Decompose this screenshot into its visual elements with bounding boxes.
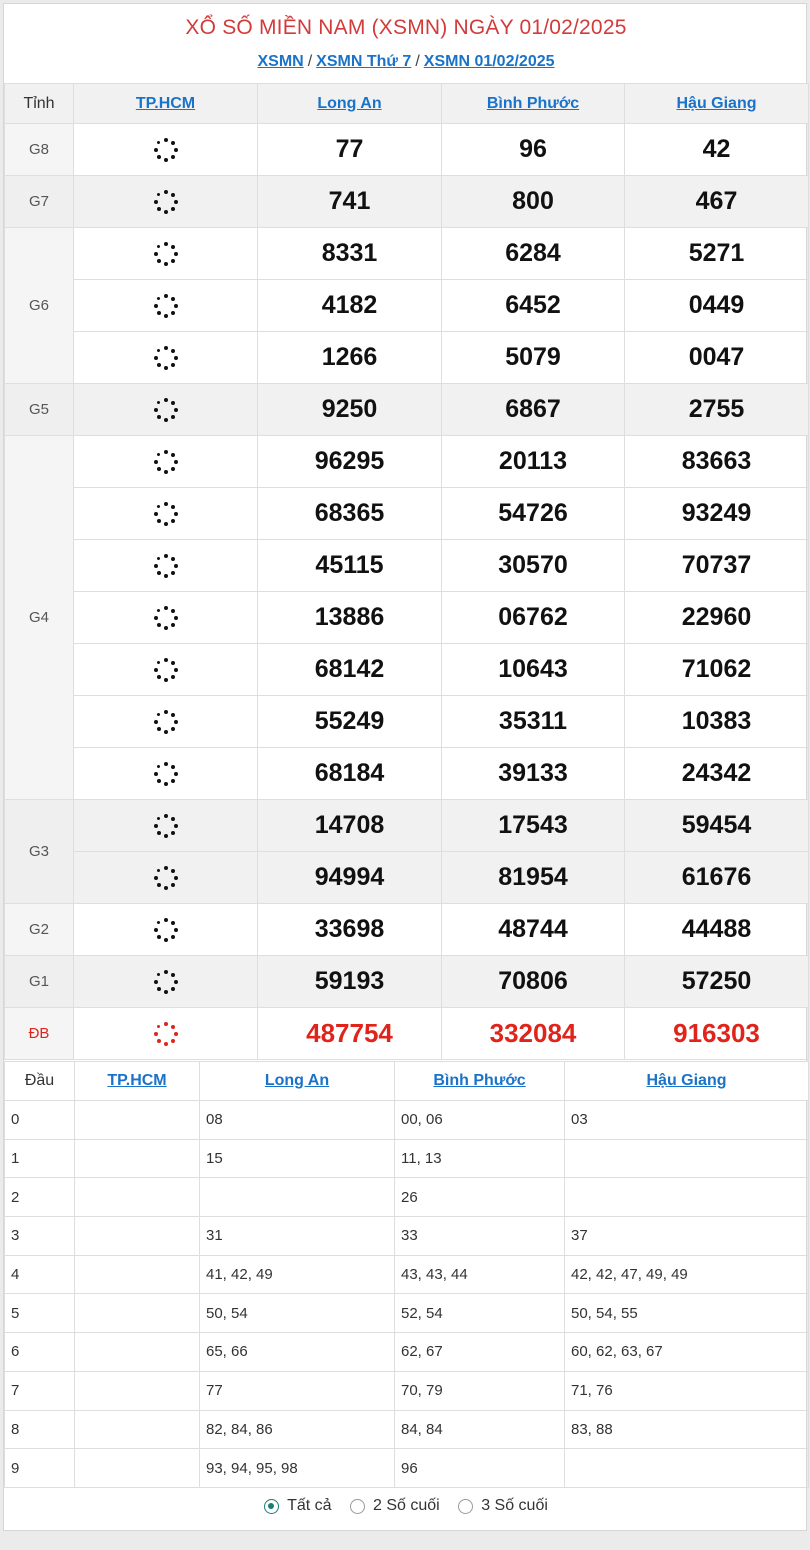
- loading-spinner-icon: [154, 398, 178, 422]
- prize-row: [5, 488, 809, 540]
- dau-cell: [565, 1139, 809, 1178]
- prize-number: 68365: [258, 488, 442, 540]
- loading-spinner-icon: [154, 190, 178, 214]
- dau-digit: 5: [5, 1294, 75, 1333]
- prize-number: 81954: [442, 852, 625, 904]
- dau-link-binhphuoc[interactable]: Bình Phước: [433, 1072, 526, 1089]
- prize-number: 70737: [625, 540, 809, 592]
- dau-cell: [200, 1178, 395, 1217]
- prize-row: [5, 1008, 809, 1060]
- prize-number: 42: [625, 124, 809, 176]
- prize-number: 741: [258, 176, 442, 228]
- prize-number: 9250: [258, 384, 442, 436]
- prize-number: 6452: [442, 280, 625, 332]
- pending-cell: [74, 176, 258, 228]
- prize-number: 5079: [442, 332, 625, 384]
- prize-number: 06762: [442, 592, 625, 644]
- prize-row: [5, 176, 809, 228]
- loading-spinner-icon: [154, 242, 178, 266]
- prize-row: [5, 228, 809, 280]
- special-prize-number: 916303: [625, 1008, 809, 1060]
- prize-number: 59454: [625, 800, 809, 852]
- prize-number: 14708: [258, 800, 442, 852]
- prize-label: G6: [5, 228, 74, 384]
- dau-cell: [75, 1449, 200, 1488]
- prize-number: 0449: [625, 280, 809, 332]
- dau-digit: 1: [5, 1139, 75, 1178]
- loading-spinner-icon: [154, 554, 178, 578]
- breadcrumb-separator: /: [415, 53, 420, 70]
- prize-number: 10383: [625, 696, 809, 748]
- prize-number: 1266: [258, 332, 442, 384]
- prize-number: 2755: [625, 384, 809, 436]
- filter-label: 2 Số cuối: [373, 1497, 440, 1514]
- prize-row: [5, 436, 809, 488]
- prize-number: 70806: [442, 956, 625, 1008]
- dau-cell: 62, 67: [395, 1333, 565, 1372]
- province-link-tphcm[interactable]: TP.HCM: [135, 94, 196, 112]
- province-col-binhphuoc: [442, 84, 625, 124]
- dau-cell: 00, 06: [395, 1101, 565, 1140]
- prize-row: [5, 280, 809, 332]
- results-header-row: [5, 84, 809, 124]
- prize-number: 83663: [625, 436, 809, 488]
- dau-cell: 33: [395, 1217, 565, 1256]
- pending-cell: [74, 1008, 258, 1060]
- pending-cell: [74, 644, 258, 696]
- dau-cell: 71, 76: [565, 1371, 809, 1410]
- dau-cell: 42, 42, 47, 49, 49: [565, 1255, 809, 1294]
- dau-header-row: [5, 1062, 809, 1101]
- prize-number: 467: [625, 176, 809, 228]
- prize-row: [5, 540, 809, 592]
- prize-row: [5, 592, 809, 644]
- dau-col-binhphuoc: [395, 1062, 565, 1101]
- filter-label: 3 Số cuối: [481, 1497, 548, 1514]
- pending-cell: [74, 436, 258, 488]
- dau-row: [5, 1410, 809, 1449]
- prize-number: 77: [258, 124, 442, 176]
- dau-cell: 65, 66: [200, 1333, 395, 1372]
- prize-number: 96: [442, 124, 625, 176]
- prize-label: G7: [5, 176, 74, 228]
- dau-cell: 70, 79: [395, 1371, 565, 1410]
- prize-number: 45115: [258, 540, 442, 592]
- prize-number: 6867: [442, 384, 625, 436]
- digit-filter: [4, 1497, 808, 1519]
- prize-number: 96295: [258, 436, 442, 488]
- breadcrumb-xsmn[interactable]: XSMN: [257, 53, 304, 70]
- dau-col-longan: [200, 1062, 395, 1101]
- loading-spinner-icon: [154, 866, 178, 890]
- dau-cell: [75, 1178, 200, 1217]
- dau-cell: 82, 84, 86: [200, 1410, 395, 1449]
- dau-cell: [565, 1449, 809, 1488]
- dau-row: [5, 1139, 809, 1178]
- dau-digit: 7: [5, 1371, 75, 1410]
- prize-number: 33698: [258, 904, 442, 956]
- dau-cell: [75, 1410, 200, 1449]
- dau-link-tphcm[interactable]: TP.HCM: [107, 1072, 167, 1089]
- radio-selected-icon: [264, 1499, 279, 1514]
- loading-spinner-icon: [154, 970, 178, 994]
- prize-number: 0047: [625, 332, 809, 384]
- dau-cell: 26: [395, 1178, 565, 1217]
- pending-cell: [74, 592, 258, 644]
- dau-digit: 0: [5, 1101, 75, 1140]
- prize-label: ĐB: [5, 1008, 74, 1060]
- dau-cell: 37: [565, 1217, 809, 1256]
- results-panel: [3, 3, 807, 1531]
- prize-number: 8331: [258, 228, 442, 280]
- dau-digit: 2: [5, 1178, 75, 1217]
- prize-number: 44488: [625, 904, 809, 956]
- province-link-binhphuoc[interactable]: Bình Phước: [486, 94, 580, 112]
- prize-number: 5271: [625, 228, 809, 280]
- prize-number: 30570: [442, 540, 625, 592]
- province-col-tphcm: [74, 84, 258, 124]
- breadcrumb: [4, 53, 808, 71]
- pending-cell: [74, 956, 258, 1008]
- loading-spinner-icon: [154, 450, 178, 474]
- pending-cell: [74, 280, 258, 332]
- dau-row: [5, 1101, 809, 1140]
- filter-3-digits-radio[interactable]: [458, 1497, 548, 1515]
- dau-cell: [75, 1371, 200, 1410]
- prize-row: [5, 800, 809, 852]
- dau-cell: [75, 1217, 200, 1256]
- pending-cell: [74, 800, 258, 852]
- prize-number: 22960: [625, 592, 809, 644]
- dau-cell: 93, 94, 95, 98: [200, 1449, 395, 1488]
- dau-row: [5, 1294, 809, 1333]
- dau-row: [5, 1333, 809, 1372]
- province-col-haugiang: [625, 84, 809, 124]
- dau-cell: 77: [200, 1371, 395, 1410]
- dau-cell: 83, 88: [565, 1410, 809, 1449]
- prize-number: 94994: [258, 852, 442, 904]
- prize-row: [5, 124, 809, 176]
- province-header: Tỉnh: [5, 84, 74, 124]
- dau-cell: 31: [200, 1217, 395, 1256]
- prize-row: [5, 956, 809, 1008]
- dau-col-tphcm: [75, 1062, 200, 1101]
- dau-digit: 6: [5, 1333, 75, 1372]
- pending-cell: [74, 748, 258, 800]
- prize-row: [5, 332, 809, 384]
- dau-digit: 4: [5, 1255, 75, 1294]
- pending-cell: [74, 540, 258, 592]
- filter-2-digits-radio[interactable]: [350, 1497, 440, 1515]
- dau-cell: 60, 62, 63, 67: [565, 1333, 809, 1372]
- pending-cell: [74, 696, 258, 748]
- loading-spinner-icon: [154, 658, 178, 682]
- dau-cell: 96: [395, 1449, 565, 1488]
- prize-label: G1: [5, 956, 74, 1008]
- prize-number: 20113: [442, 436, 625, 488]
- dau-col-haugiang: [565, 1062, 809, 1101]
- dau-row: [5, 1178, 809, 1217]
- pending-cell: [74, 488, 258, 540]
- dau-cell: 50, 54, 55: [565, 1294, 809, 1333]
- dau-cell: [75, 1255, 200, 1294]
- loading-spinner-icon: [154, 294, 178, 318]
- special-prize-number: 487754: [258, 1008, 442, 1060]
- prize-number: 13886: [258, 592, 442, 644]
- prize-row: [5, 384, 809, 436]
- dau-cell: [75, 1294, 200, 1333]
- dau-body: [5, 1101, 809, 1488]
- prize-number: 71062: [625, 644, 809, 696]
- prize-number: 10643: [442, 644, 625, 696]
- dau-cell: 52, 54: [395, 1294, 565, 1333]
- dau-link-haugiang[interactable]: Hậu Giang: [646, 1072, 727, 1089]
- special-prize-number: 332084: [442, 1008, 625, 1060]
- loading-spinner-icon: [154, 918, 178, 942]
- results-body: [5, 124, 809, 1060]
- prize-number: 57250: [625, 956, 809, 1008]
- prize-number: 54726: [442, 488, 625, 540]
- dau-cell: 08: [200, 1101, 395, 1140]
- dau-table: [4, 1061, 809, 1488]
- loading-spinner-icon: [154, 710, 178, 734]
- radio-empty-icon: [458, 1499, 473, 1514]
- prize-number: 59193: [258, 956, 442, 1008]
- loading-spinner-icon: [154, 606, 178, 630]
- prize-number: 6284: [442, 228, 625, 280]
- prize-label: G8: [5, 124, 74, 176]
- loading-spinner-icon: [154, 138, 178, 162]
- dau-cell: 43, 43, 44: [395, 1255, 565, 1294]
- prize-row: [5, 904, 809, 956]
- prize-number: 4182: [258, 280, 442, 332]
- pending-cell: [74, 904, 258, 956]
- prize-number: 39133: [442, 748, 625, 800]
- filter-all-radio[interactable]: [264, 1497, 331, 1515]
- dau-row: [5, 1217, 809, 1256]
- filter-label: Tất cả: [287, 1497, 332, 1514]
- dau-cell: 84, 84: [395, 1410, 565, 1449]
- province-link-haugiang[interactable]: Hậu Giang: [676, 94, 757, 112]
- prize-number: 93249: [625, 488, 809, 540]
- dau-digit: 3: [5, 1217, 75, 1256]
- prize-number: 55249: [258, 696, 442, 748]
- dau-cell: [565, 1178, 809, 1217]
- dau-row: [5, 1449, 809, 1488]
- pending-cell: [74, 124, 258, 176]
- breadcrumb-xsmn-date[interactable]: XSMN 01/02/2025: [423, 53, 555, 70]
- dau-cell: 15: [200, 1139, 395, 1178]
- pending-cell: [74, 852, 258, 904]
- prize-label: G4: [5, 436, 74, 800]
- province-col-longan: [258, 84, 442, 124]
- dau-cell: 03: [565, 1101, 809, 1140]
- prize-number: 68142: [258, 644, 442, 696]
- dau-cell: 50, 54: [200, 1294, 395, 1333]
- prize-row: [5, 852, 809, 904]
- prize-row: [5, 644, 809, 696]
- dau-row: [5, 1255, 809, 1294]
- breadcrumb-xsmn-thu7[interactable]: XSMN Thứ 7: [316, 53, 412, 70]
- dau-digit: 8: [5, 1410, 75, 1449]
- loading-spinner-icon: [154, 762, 178, 786]
- prize-number: 61676: [625, 852, 809, 904]
- dau-cell: 41, 42, 49: [200, 1255, 395, 1294]
- prize-label: G3: [5, 800, 74, 904]
- prize-number: 35311: [442, 696, 625, 748]
- prize-row: [5, 696, 809, 748]
- prize-row: [5, 748, 809, 800]
- dau-cell: [75, 1139, 200, 1178]
- dau-cell: [75, 1101, 200, 1140]
- dau-header: Đầu: [5, 1062, 75, 1101]
- breadcrumb-separator: /: [307, 53, 313, 70]
- province-link-longan[interactable]: Long An: [317, 94, 382, 112]
- prize-number: 17543: [442, 800, 625, 852]
- prize-label: G2: [5, 904, 74, 956]
- loading-spinner-icon: [154, 814, 178, 838]
- page-title: XỔ SỐ MIỀN NAM (XSMN) NGÀY 01/02/2025: [185, 16, 627, 39]
- prize-number: 24342: [625, 748, 809, 800]
- loading-spinner-icon: [154, 346, 178, 370]
- dau-row: [5, 1371, 809, 1410]
- results-table: [4, 83, 809, 1060]
- dau-digit: 9: [5, 1449, 75, 1488]
- dau-cell: [75, 1333, 200, 1372]
- loading-spinner-icon: [154, 502, 178, 526]
- pending-cell: [74, 384, 258, 436]
- pending-cell: [74, 228, 258, 280]
- prize-number: 68184: [258, 748, 442, 800]
- dau-cell: 11, 13: [395, 1139, 565, 1178]
- prize-label: G5: [5, 384, 74, 436]
- loading-spinner-icon: [154, 1022, 178, 1046]
- radio-empty-icon: [350, 1499, 365, 1514]
- pending-cell: [74, 332, 258, 384]
- prize-number: 800: [442, 176, 625, 228]
- prize-number: 48744: [442, 904, 625, 956]
- dau-link-longan[interactable]: Long An: [264, 1072, 330, 1089]
